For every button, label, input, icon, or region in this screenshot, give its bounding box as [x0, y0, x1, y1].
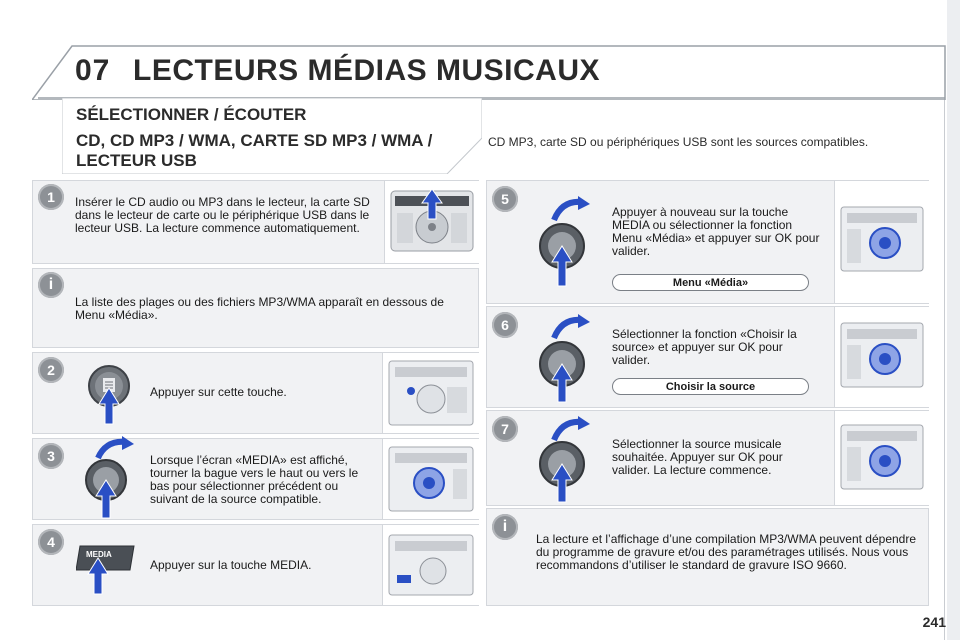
choose-source-option[interactable]: Choisir la source — [612, 378, 809, 395]
section-title: CD, CD MP3 / WMA, CARTE SD MP3 / WMA / LECTEUR USB — [76, 131, 433, 170]
step-3-text: Lorsque l’écran «MEDIA» est affiché, tourner la bague vers le haut ou vers le bas pour sélectionner précédent ou suivant de la source compatible. — [150, 453, 359, 506]
step-5-thumbnail — [834, 181, 929, 303]
menu-media-option[interactable]: Menu «Média» — [612, 274, 809, 291]
step-2-badge: 2 — [38, 357, 64, 383]
step-3-badge: 3 — [38, 443, 64, 469]
cd-slot-illustration — [385, 181, 479, 263]
step-1-thumbnail — [384, 181, 479, 263]
media-key-label: MEDIA — [86, 550, 112, 559]
section-intro: CD MP3, carte SD ou périphériques USB sont les sources compatibles. — [488, 135, 869, 149]
rotary-knob-illustration — [78, 436, 138, 522]
chapter-title: LECTEURS MÉDIAS MUSICAUX — [133, 54, 601, 87]
page-edge-rail — [947, 0, 960, 640]
step-4-text: Appuyer sur la touche MEDIA. — [150, 558, 312, 572]
info-2-text: La lecture et l’affichage d’une compilation MP3/WMA peuvent dépendre du programme de gravure et/ou des paramétrages utilisés. Nous vous recommandons d’utiliser le standard de gravure ISO 9660. — [536, 532, 917, 572]
step-4-badge: 4 — [38, 529, 64, 555]
step-3-thumbnail — [382, 439, 479, 519]
info-2-badge: i — [492, 514, 518, 540]
step-4-thumbnail — [382, 525, 479, 605]
rotary-knob-illustration — [532, 414, 594, 504]
dashboard-illustration — [383, 353, 479, 433]
step-7-badge: 7 — [492, 416, 518, 442]
dashboard-knob-illustration — [835, 307, 929, 407]
page-number: 241 — [922, 614, 946, 630]
step-7-text: Sélectionner la source musicale souhaitée. Appuyer sur OK pour valider. La lecture commence. — [612, 437, 783, 477]
step-6-text: Sélectionner la fonction «Choisir la source» et appuyer sur OK pour valider. — [612, 327, 797, 367]
rotary-knob-illustration — [532, 192, 594, 288]
menu-button-illustration — [84, 358, 134, 428]
step-1-badge: 1 — [38, 184, 64, 210]
step-5-badge: 5 — [492, 186, 518, 212]
dashboard-knob-illustration — [835, 181, 929, 303]
step-5-text: Appuyer à nouveau sur la touche MEDIA ou sélectionner la fonction Menu «Média» et appuyer sur OK pour valider. — [612, 205, 820, 258]
section-subtitle: SÉLECTIONNER / ÉCOUTER — [76, 105, 307, 124]
step-7-thumbnail — [834, 411, 929, 505]
step-2-thumbnail — [382, 353, 479, 433]
step-6-thumbnail — [834, 307, 929, 407]
step-1-text: Insérer le CD audio ou MP3 dans le lecteur, la carte SD dans le lecteur de carte ou le périphérique USB dans le lecteur USB. La lecture commence automatiquement. — [75, 195, 370, 235]
dashboard-knob-illustration — [383, 439, 479, 519]
dashboard-media-illustration — [383, 525, 479, 605]
info-1-badge: i — [38, 272, 64, 298]
info-1-text: La liste des plages ou des fichiers MP3/WMA apparaît en dessous de Menu «Média». — [75, 295, 444, 322]
step-2-text: Appuyer sur cette touche. — [150, 385, 287, 399]
media-key-illustration — [76, 540, 138, 596]
step-6-badge: 6 — [492, 312, 518, 338]
dashboard-knob-illustration — [835, 411, 929, 505]
rail-divider — [944, 80, 945, 640]
rotary-knob-illustration — [532, 312, 594, 404]
chapter-number: 07 — [75, 54, 111, 87]
